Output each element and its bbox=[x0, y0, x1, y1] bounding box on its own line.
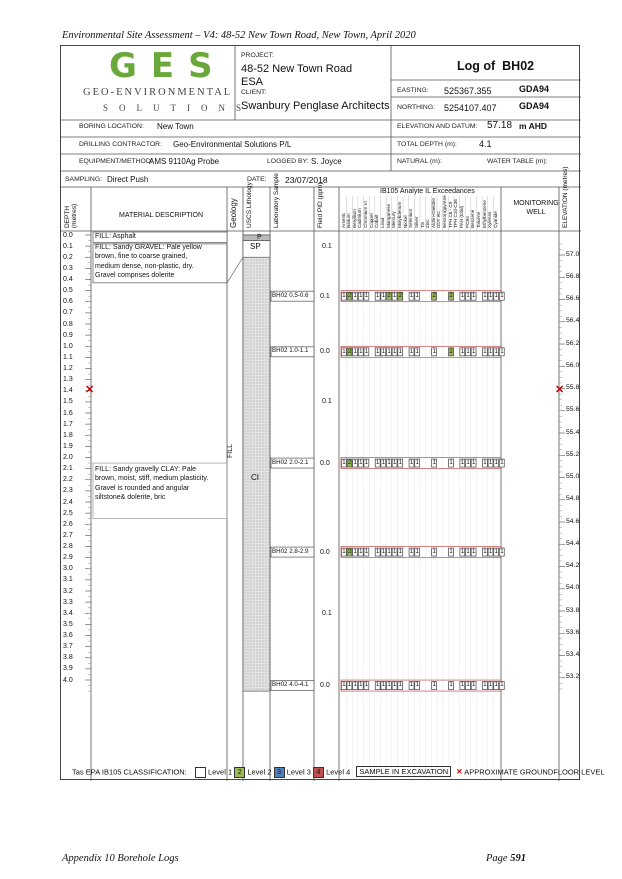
depth-tick-label: 3.3 bbox=[63, 598, 73, 606]
exceedance-level: 1 bbox=[415, 682, 419, 689]
depth-tick-label: 2.7 bbox=[63, 531, 73, 539]
legend-level3: Level 3 bbox=[286, 767, 311, 777]
sample-pid: 0.0 bbox=[320, 682, 330, 690]
pid-reading: 0.1 bbox=[322, 398, 332, 406]
exceedance-level: 1 bbox=[415, 548, 419, 555]
exceedance-level: 1 bbox=[398, 459, 402, 466]
analyte-header: Toluene bbox=[475, 211, 481, 228]
depth-tick-label: 0.2 bbox=[63, 253, 73, 261]
depth-tick-label: 1.6 bbox=[63, 409, 73, 417]
exceedance-level: 1 bbox=[471, 682, 476, 689]
elev-tick-label: 56.8 bbox=[566, 272, 580, 280]
legend-excavation: SAMPLE IN EXCAVATION bbox=[356, 766, 451, 777]
exceedance-level: 1 bbox=[342, 292, 346, 299]
legend-title: Tas EPA IB105 CLASSIFICATION: bbox=[72, 767, 187, 777]
date-value: 23/07/2018 bbox=[285, 175, 328, 185]
running-header: Environmental Site Assessment – V4: 48-52 New Town Road, New Town, April 2020 bbox=[62, 30, 416, 41]
date-label: DATE: bbox=[247, 176, 267, 183]
legend-level1-box bbox=[195, 767, 206, 778]
exceedance-level: 1 bbox=[342, 348, 346, 355]
analyte-header: Silver bbox=[413, 216, 419, 228]
elevation-value: 57.18 bbox=[487, 120, 513, 131]
exceedance-level: 1 bbox=[449, 459, 453, 466]
exceedance-level: 1 bbox=[432, 348, 436, 355]
elev-tick-label: 54.4 bbox=[566, 539, 580, 547]
depth-tick-label: 2.9 bbox=[63, 554, 73, 562]
analyte-header: Arsenic bbox=[340, 212, 346, 228]
exceedance-level: 1 bbox=[353, 292, 357, 299]
analyte-header: Nickel bbox=[402, 215, 408, 228]
exceedance-level: 1 bbox=[460, 459, 465, 466]
exceedance-level: 1 bbox=[460, 348, 465, 355]
logo-line2: SOLUTIONS bbox=[103, 103, 253, 113]
depth-tick-label: 3.2 bbox=[63, 587, 73, 595]
geology-label: FILL bbox=[227, 443, 234, 458]
boring-label: BORING LOCATION: bbox=[79, 123, 144, 130]
depth-tick-label: 0.4 bbox=[63, 276, 73, 283]
exceedance-level: 1 bbox=[466, 548, 470, 555]
boring-location: New Town bbox=[157, 122, 194, 131]
exceedance-level: 1 bbox=[342, 459, 346, 466]
analyte-header: Aldrin+Dieldrin bbox=[430, 197, 436, 228]
depth-tick-label: 3.0 bbox=[63, 565, 73, 573]
analyte-header: TPH C10-C36 bbox=[453, 199, 459, 228]
depth-tick-label: 4.0 bbox=[63, 676, 73, 684]
elev-tick-label: 53.6 bbox=[566, 628, 580, 636]
exceedance-level: 1 bbox=[409, 459, 414, 466]
exceedance-level: 1 bbox=[353, 459, 357, 466]
logo-letters: GES bbox=[109, 46, 227, 86]
exceedance-level: 1 bbox=[392, 459, 397, 466]
exceedance-level: 1 bbox=[381, 682, 386, 689]
exceedance-level: 2 bbox=[347, 548, 352, 555]
exceedance-level: 1 bbox=[483, 459, 487, 466]
elev-tick-label: 55.6 bbox=[566, 406, 580, 414]
depth-tick-label: 2.0 bbox=[63, 454, 73, 461]
exceedance-level: 1 bbox=[500, 459, 504, 466]
exceedance-level: 1 bbox=[381, 292, 386, 299]
exceedance-level: 1 bbox=[460, 292, 465, 299]
analyte-header: Copper bbox=[368, 212, 374, 228]
exceedance-level: 1 bbox=[364, 548, 369, 555]
exceedance-level: 1 bbox=[449, 548, 453, 555]
exceedance-level: 1 bbox=[387, 548, 391, 555]
analyte-header: Cyanide bbox=[492, 211, 498, 228]
col-geology: Geology bbox=[229, 198, 238, 228]
depth-tick-label: 0.0 bbox=[63, 231, 73, 239]
groundfloor-cross-left: ✕ bbox=[85, 383, 95, 396]
logged-by-label: LOGGED BY: bbox=[267, 158, 309, 165]
analyte-header: Benzene bbox=[470, 209, 476, 228]
log-title: Log of BH02 bbox=[457, 59, 535, 73]
exceedance-level: 1 bbox=[392, 348, 397, 355]
exceedance-level: 1 bbox=[460, 548, 465, 555]
analyte-header: Ethylbenzene bbox=[481, 200, 487, 228]
exceedance-level: 2 bbox=[347, 292, 352, 299]
depth-tick-label: 1.4 bbox=[63, 387, 73, 395]
exceedance-level: 1 bbox=[376, 548, 380, 555]
pid-reading: 0.1 bbox=[322, 609, 332, 617]
footer-left: Appendix 10 Borehole Logs bbox=[62, 853, 179, 864]
depth-tick-label: 3.9 bbox=[63, 665, 73, 673]
lab-sample-label: BH02 2.8-2.9 bbox=[272, 547, 309, 555]
depth-tick-label: 0.7 bbox=[63, 309, 73, 317]
natural-label: NATURAL (m): bbox=[397, 158, 442, 165]
col-lab-sample: Laboratory Sample bbox=[273, 173, 280, 228]
exceedance-level: 2 bbox=[398, 292, 402, 299]
exceedance-level: 2 bbox=[347, 459, 352, 466]
elev-tick-label: 55.0 bbox=[566, 473, 580, 481]
layer-description: FILL: Asphalt bbox=[95, 233, 136, 240]
sample-pid: 0.0 bbox=[320, 548, 330, 556]
exceedance-level: 1 bbox=[409, 292, 414, 299]
depth-tick-label: 0.3 bbox=[63, 264, 73, 272]
analyte-header: Benzo(a)pyrene bbox=[442, 195, 448, 228]
uscs-code: P bbox=[257, 234, 262, 241]
depth-tick-label: 3.8 bbox=[63, 654, 73, 662]
exceedance-level: 1 bbox=[376, 682, 380, 689]
depth-tick-label: 1.7 bbox=[63, 420, 73, 428]
elev-tick-label: 54.6 bbox=[566, 517, 580, 525]
depth-tick-label: 1.5 bbox=[63, 398, 73, 406]
depth-tick-label: 1.1 bbox=[63, 353, 73, 361]
exceedance-level: 1 bbox=[409, 548, 414, 555]
easting-datum: GDA94 bbox=[519, 84, 550, 94]
elev-tick-label: 57.0 bbox=[566, 250, 580, 258]
sample-pid: 0.0 bbox=[320, 459, 330, 467]
depth-tick-label: 3.1 bbox=[63, 576, 73, 584]
depth-tick-label: 1.3 bbox=[63, 376, 73, 384]
client-label: CLIENT: bbox=[241, 89, 267, 96]
analyte-header: Barium bbox=[346, 213, 352, 228]
exceedance-level: 2 bbox=[449, 292, 453, 299]
exceedance-level: 1 bbox=[488, 292, 493, 299]
legend-level3-box: 3 bbox=[274, 767, 285, 778]
exceedance-level: 2 bbox=[387, 292, 391, 299]
exceedance-level: 1 bbox=[466, 459, 470, 466]
exceedance-level: 1 bbox=[483, 548, 487, 555]
water-table-label: WATER TABLE (m): bbox=[487, 158, 548, 165]
exceedance-level: 1 bbox=[353, 682, 357, 689]
lab-sample-label: BH02 4.0-4.1 bbox=[272, 681, 309, 689]
analyte-header: Cobalt bbox=[374, 214, 380, 228]
exceedance-level: 1 bbox=[409, 682, 414, 689]
col-depth: DEPTH (metres) bbox=[64, 203, 78, 228]
legend-level4-box: 4 bbox=[313, 767, 324, 778]
exceedance-level: 1 bbox=[471, 292, 476, 299]
exceedance-level: 1 bbox=[415, 292, 419, 299]
sample-pid: 0.1 bbox=[320, 292, 330, 300]
exceedance-level: 1 bbox=[381, 548, 386, 555]
exceedance-level: 1 bbox=[342, 682, 346, 689]
exceedance-level: 1 bbox=[471, 348, 476, 355]
exceedance-level: 1 bbox=[471, 548, 476, 555]
exceedance-level: 1 bbox=[398, 348, 402, 355]
driller-value: Geo-Environmental Solutions P/L bbox=[173, 140, 292, 149]
exceedance-level: 1 bbox=[381, 348, 386, 355]
legend-level1: Level 1 bbox=[207, 767, 233, 777]
exceedance-level: 1 bbox=[359, 548, 363, 555]
exceedance-level: 1 bbox=[460, 682, 465, 689]
depth-tick-label: 2.5 bbox=[63, 509, 73, 517]
depth-tick-label: 3.6 bbox=[63, 632, 73, 639]
analyte-header: TPH C6 - C9 bbox=[447, 201, 453, 228]
col-uscs: USCS Lithology bbox=[246, 182, 253, 228]
elev-tick-label: 53.4 bbox=[566, 651, 580, 659]
exceedance-level: 1 bbox=[471, 459, 476, 466]
sampling-value: Direct Push bbox=[107, 175, 149, 184]
exceedance-level: 1 bbox=[353, 348, 357, 355]
exceedance-level: 1 bbox=[364, 682, 369, 689]
exceedance-level: 1 bbox=[376, 292, 380, 299]
exceedance-level: 1 bbox=[392, 292, 397, 299]
analyte-header: Molybdenum bbox=[396, 201, 402, 228]
depth-tick-label: 3.7 bbox=[63, 643, 73, 651]
analyte-header: Zinc bbox=[425, 219, 431, 228]
analyte-header: Xylenes bbox=[487, 211, 493, 228]
equipment-label: EQUIPMENT/METHOD: bbox=[79, 158, 153, 165]
elev-tick-label: 55.2 bbox=[566, 450, 580, 458]
project-name-2: ESA bbox=[241, 76, 264, 88]
col-material: MATERIAL DESCRIPTION bbox=[119, 212, 204, 219]
northing-datum: GDA94 bbox=[519, 101, 550, 111]
exceedance-level: 2 bbox=[347, 348, 352, 355]
exceedance-level: 1 bbox=[392, 548, 397, 555]
col-ib105: IB105 Analyte IL Exceedances bbox=[380, 188, 475, 195]
exceedance-level: 1 bbox=[488, 548, 493, 555]
easting-label: EASTING: bbox=[397, 87, 429, 94]
total-depth-label: TOTAL DEPTH (m): bbox=[397, 141, 457, 148]
depth-tick-label: 1.9 bbox=[63, 442, 73, 450]
depth-tick-label: 2.1 bbox=[63, 465, 73, 473]
logo-line1: GEO-ENVIRONMENTAL bbox=[83, 87, 233, 98]
elev-tick-label: 53.2 bbox=[566, 673, 580, 681]
depth-tick-label: 0.5 bbox=[63, 287, 73, 295]
easting-value: 525367.355 bbox=[444, 86, 492, 96]
analyte-header: Mercury bbox=[391, 211, 397, 228]
depth-tick-label: 2.2 bbox=[63, 476, 73, 484]
exceedance-level: 1 bbox=[500, 682, 504, 689]
exceedance-level: 1 bbox=[432, 682, 436, 689]
exceedance-level: 1 bbox=[466, 292, 470, 299]
col-monitoring: MONITORING WELL bbox=[513, 200, 559, 216]
exceedance-level: 1 bbox=[488, 682, 493, 689]
depth-tick-label: 2.4 bbox=[63, 498, 73, 506]
project-label: PROJECT: bbox=[241, 52, 274, 59]
analyte-header: Chromium VI bbox=[363, 201, 369, 228]
elev-tick-label: 56.0 bbox=[566, 361, 580, 369]
elev-tick-label: 56.4 bbox=[566, 317, 580, 325]
exceedance-level: 1 bbox=[387, 348, 391, 355]
exceedance-level: 1 bbox=[432, 548, 436, 555]
exceedance-level: 1 bbox=[376, 459, 380, 466]
northing-value: 5254107.407 bbox=[444, 103, 497, 113]
exceedance-level: 1 bbox=[387, 682, 391, 689]
elev-tick-label: 54.2 bbox=[566, 562, 580, 570]
exceedance-level: 1 bbox=[359, 682, 363, 689]
depth-tick-label: 3.5 bbox=[63, 620, 73, 628]
analyte-header: DDT etc bbox=[436, 211, 442, 228]
elev-tick-label: 56.2 bbox=[566, 339, 580, 347]
exceedance-level: 1 bbox=[494, 348, 498, 355]
layer-description: FILL: Sandy gravelly CLAY: Pale brown, moist, stiff, medium plasticity. Gravel is rounded and angular siltstone& dolerite, bric bbox=[95, 466, 209, 501]
legend-level2-box: 2 bbox=[234, 767, 245, 778]
exceedance-level: 1 bbox=[359, 459, 363, 466]
legend-groundfloor: APPROXIMATE GROUNDFLOOR LEVEL bbox=[464, 767, 605, 777]
depth-tick-label: 0.9 bbox=[63, 331, 73, 339]
analyte-header: Beryllium bbox=[351, 209, 357, 228]
elev-tick-label: 56.6 bbox=[566, 295, 580, 303]
analyte-header: Cadmium bbox=[357, 208, 363, 228]
analyte-header: Lead bbox=[380, 217, 385, 228]
depth-tick-label: 3.4 bbox=[63, 609, 73, 617]
exceedance-level: 1 bbox=[483, 682, 487, 689]
legend-level4: Level 4 bbox=[326, 767, 351, 777]
pid-reading: 0.1 bbox=[322, 242, 332, 250]
exceedance-level: 1 bbox=[494, 682, 498, 689]
exceedance-level: 1 bbox=[466, 682, 470, 689]
groundfloor-cross-right: ✕ bbox=[555, 383, 565, 396]
exceedance-level: 1 bbox=[342, 548, 346, 555]
exceedance-level: 1 bbox=[398, 548, 402, 555]
depth-tick-label: 0.8 bbox=[63, 320, 73, 328]
exceedance-level: 1 bbox=[500, 348, 504, 355]
uscs-code: CI bbox=[251, 473, 259, 483]
elev-tick-label: 53.8 bbox=[566, 606, 580, 614]
exceedance-level: 1 bbox=[483, 292, 487, 299]
exceedance-level: 1 bbox=[494, 459, 498, 466]
exceedance-level: 2 bbox=[449, 348, 453, 355]
callout-leader bbox=[227, 257, 243, 283]
driller-label: DRILLING CONTRACTOR: bbox=[79, 141, 162, 148]
exceedance-level: 1 bbox=[364, 459, 369, 466]
project-name-1: 48-52 New Town Road bbox=[241, 63, 353, 75]
exceedance-level: 1 bbox=[483, 348, 487, 355]
depth-tick-label: 2.6 bbox=[63, 520, 73, 528]
analyte-header: Selenium bbox=[408, 208, 414, 228]
logged-by-value: S. Joyce bbox=[311, 157, 342, 166]
exceedance-level: 1 bbox=[494, 292, 498, 299]
exceedance-level: 1 bbox=[392, 682, 397, 689]
exceedance-level: 1 bbox=[347, 682, 352, 689]
analyte-header: Manganese bbox=[385, 203, 391, 228]
total-depth-value: 4.1 bbox=[479, 139, 492, 149]
uscs-code: SP bbox=[250, 241, 261, 251]
analyte-header: Tin bbox=[419, 221, 425, 228]
legend-level2: Level 2 bbox=[247, 767, 272, 777]
exceedance-level: 1 bbox=[359, 292, 363, 299]
col-elevation: ELEVATION (metres) bbox=[562, 166, 569, 228]
lab-sample-label: BH02 1.0-1.1 bbox=[272, 347, 309, 355]
northing-label: NORTHING: bbox=[397, 104, 436, 111]
elev-tick-label: 54.8 bbox=[566, 495, 580, 503]
classification-legend bbox=[72, 767, 605, 778]
exceedance-level: 1 bbox=[409, 348, 414, 355]
exceedance-level: 1 bbox=[415, 348, 419, 355]
lab-sample-label: BH02 0.5-0.6 bbox=[272, 291, 309, 299]
depth-tick-label: 0.6 bbox=[63, 298, 73, 306]
elevation-unit: m AHD bbox=[519, 121, 548, 131]
uscs-lithology-fill bbox=[243, 235, 270, 691]
exceedance-level: 1 bbox=[488, 348, 493, 355]
lab-sample-label: BH02 2.0-2.1 bbox=[272, 458, 309, 466]
equipment-value: AMS 9110Ag Probe bbox=[149, 157, 220, 166]
exceedance-level: 1 bbox=[488, 459, 493, 466]
depth-tick-label: 0.1 bbox=[63, 242, 73, 250]
elev-tick-label: 55.4 bbox=[566, 428, 580, 436]
log-grid bbox=[61, 46, 581, 781]
exceedance-level: 1 bbox=[364, 292, 369, 299]
cross-icon: ✕ bbox=[456, 767, 463, 777]
depth-tick-label: 2.3 bbox=[63, 487, 73, 495]
exceedance-level: 1 bbox=[500, 292, 504, 299]
sample-pid: 0.0 bbox=[320, 348, 330, 356]
exceedance-level: 1 bbox=[387, 459, 391, 466]
exceedance-level: 1 bbox=[376, 348, 380, 355]
exceedance-level: 1 bbox=[466, 348, 470, 355]
exceedance-level: 1 bbox=[364, 348, 369, 355]
analyte-header: PCBs bbox=[464, 216, 470, 228]
exceedance-level: 2 bbox=[432, 292, 436, 299]
elev-tick-label: 55.8 bbox=[566, 384, 580, 392]
footer-page: Page 591 bbox=[486, 853, 526, 864]
exceedance-level: 1 bbox=[500, 548, 504, 555]
borehole-log-sheet bbox=[60, 45, 580, 780]
exceedance-level: 1 bbox=[449, 682, 453, 689]
depth-tick-label: 1.0 bbox=[63, 342, 73, 350]
exceedance-level: 1 bbox=[353, 548, 357, 555]
exceedance-level: 1 bbox=[432, 459, 436, 466]
layer-description: FILL: Sandy GRAVEL: Pale yellow brown, fine to coarse grained, medium dense, non-plastic, dry. Gravel comprises dolerite bbox=[95, 244, 202, 279]
exceedance-level: 1 bbox=[359, 348, 363, 355]
depth-tick-label: 1.2 bbox=[63, 365, 73, 372]
depth-tick-label: 2.8 bbox=[63, 543, 73, 550]
client-name: Swanbury Penglase Architects bbox=[241, 100, 390, 112]
exceedance-level: 1 bbox=[494, 548, 498, 555]
sampling-label: SAMPLING: bbox=[65, 176, 103, 183]
exceedance-level: 1 bbox=[415, 459, 419, 466]
elev-tick-label: 54.0 bbox=[566, 584, 580, 592]
exceedance-level: 1 bbox=[381, 459, 386, 466]
elevation-label: ELEVATION AND DATUM: bbox=[397, 123, 478, 130]
col-field-pid: Field PID (ppm) bbox=[317, 182, 324, 228]
exceedance-level: 1 bbox=[398, 682, 402, 689]
analyte-header: PAH (total) bbox=[459, 205, 464, 228]
depth-tick-label: 1.8 bbox=[63, 431, 73, 439]
